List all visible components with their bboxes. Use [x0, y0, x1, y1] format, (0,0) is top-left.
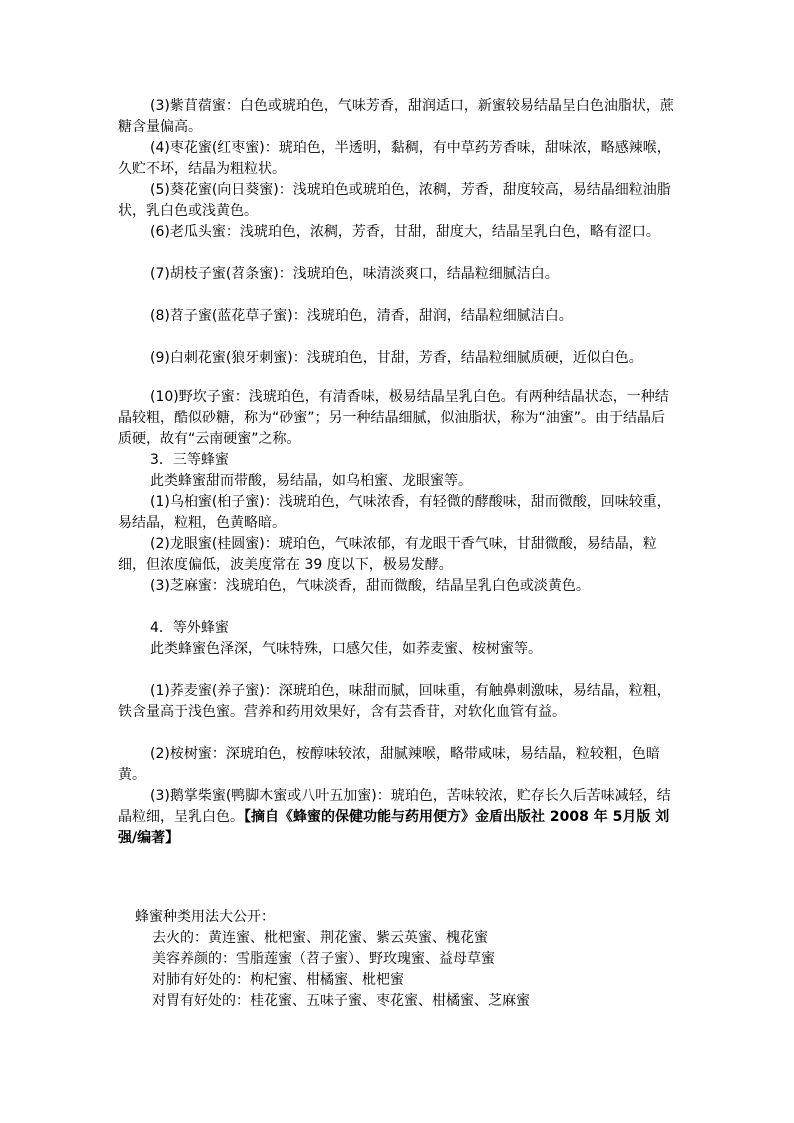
paragraph-wujiu: (1)乌桕蜜(桕子蜜)：浅琥珀色，气味浓香，有轻微的酵酸味，甜而微酸，回味较重，易结晶，粒粗，色黄略暗。: [118, 494, 671, 531]
usage-line-stomach: 对胃有好处的：桂花蜜、五味子蜜、枣花蜜、柑橘蜜、芝麻蜜: [152, 993, 530, 1009]
ezhangchai-text: (3)鹅掌柴蜜(鸭脚木蜜或八叶五加蜜)：琥珀色，苦味较浓，贮存长久后苦味减轻，结晶粒细，呈乳白色。: [118, 788, 671, 825]
section3-heading: 3．三等蜂蜜: [150, 452, 229, 468]
paragraph-qiaomai: (1)荞麦蜜(养子蜜)：深琥珀色，味甜而腻，回味重，有触鼻刺激味，易结晶，粒粗，铁含量高于浅色蜜。营养和药用效果好，含有芸香苷，对软化血管有益。: [118, 683, 671, 720]
paragraph-yekanzi: (10)野坎子蜜：浅琥珀色，有清香味，极易结晶呈乳白色。有两种结晶状态，一种结晶较粗，酷似砂糖，称为“砂蜜”；另一种结晶细腻，似油脂状，称为“油蜜”。由于结晶后质硬，故有“云南硬蜜”之称。: [118, 389, 669, 447]
paragraph-baicihua: (9)白刺花蜜(狼牙刺蜜)：浅琥珀色，甘甜，芳香，结晶粒细腻质硬，近似白色。: [150, 350, 643, 366]
paragraph-zhima: (3)芝麻蜜：浅琥珀色，气味淡香，甜而微酸，结晶呈乳白色或淡黄色。: [150, 578, 590, 594]
paragraph-huzhizi: (7)胡枝子蜜(苕条蜜)：浅琥珀色，味清淡爽口，结晶粒细腻洁白。: [150, 266, 559, 282]
section4-intro: 此类蜂蜜色泽深，气味特殊，口感欠佳，如荞麦蜜、桉树蜜等。: [150, 641, 542, 657]
paragraph-kuihua: (5)葵花蜜(向日葵蜜)：浅琥珀色或琥珀色，浓稠，芳香，甜度较高，易结晶细粒油脂状，乳白色或浅黄色。: [118, 182, 671, 219]
usage-line-lung: 对肺有好处的：枸杞蜜、柑橘蜜、枇杷蜜: [152, 972, 404, 988]
paragraph-zaohua: (4)枣花蜜(红枣蜜)：琥珀色，半透明，黏稠，有中草药芳香味，甜味浓，略感辣喉，久贮不坏，结晶为粗粒状。: [118, 140, 671, 177]
usage-title: 蜂蜜种类用法大公开：: [135, 909, 275, 925]
paragraph-anshu: (2)桉树蜜：深琥珀色，桉醇味较浓，甜腻辣喉，略带咸味，易结晶，粒较粗，色暗黄。: [118, 746, 660, 783]
section3-intro: 此类蜂蜜甜而带酸，易结晶，如乌桕蜜、龙眼蜜等。: [150, 473, 472, 489]
usage-line-beauty: 美容养颜的：雪脂莲蜜（苕子蜜）、野玫瑰蜜、益母草蜜: [152, 951, 495, 967]
usage-line-fire: 去火的：黄连蜜、枇杷蜜、荆花蜜、紫云英蜜、槐花蜜: [152, 930, 488, 946]
paragraph-shaozi: (8)苕子蜜(蓝花草子蜜)：浅琥珀色，清香，甜润，结晶粒细腻洁白。: [150, 308, 573, 324]
paragraph-ezhangchai: [118, 786, 678, 849]
citation: 【摘自《蜂蜜的保健功能与药用便方》金盾出版社 2008 年 5月版 刘强/编著】: [118, 809, 670, 846]
paragraph-zimuxu: (3)紫苜蓿蜜：白色或琥珀色，气味芳香，甜润适口，新蜜较易结晶呈白色油脂状，蔗糖含量偏高。: [118, 98, 674, 135]
section4-heading: 4．等外蜂蜜: [150, 620, 229, 636]
paragraph-laoguatou: (6)老瓜头蜜：浅琥珀色，浓稠，芳香，甘甜，甜度大，结晶呈乳白色，略有涩口。: [150, 224, 660, 240]
paragraph-longyan: (2)龙眼蜜(桂圆蜜)：琥珀色，气味浓郁，有龙眼干香气味，甘甜微酸，易结晶，粒细，但浓度偏低，波美度常在 39 度以下，极易发酵。: [118, 536, 657, 573]
